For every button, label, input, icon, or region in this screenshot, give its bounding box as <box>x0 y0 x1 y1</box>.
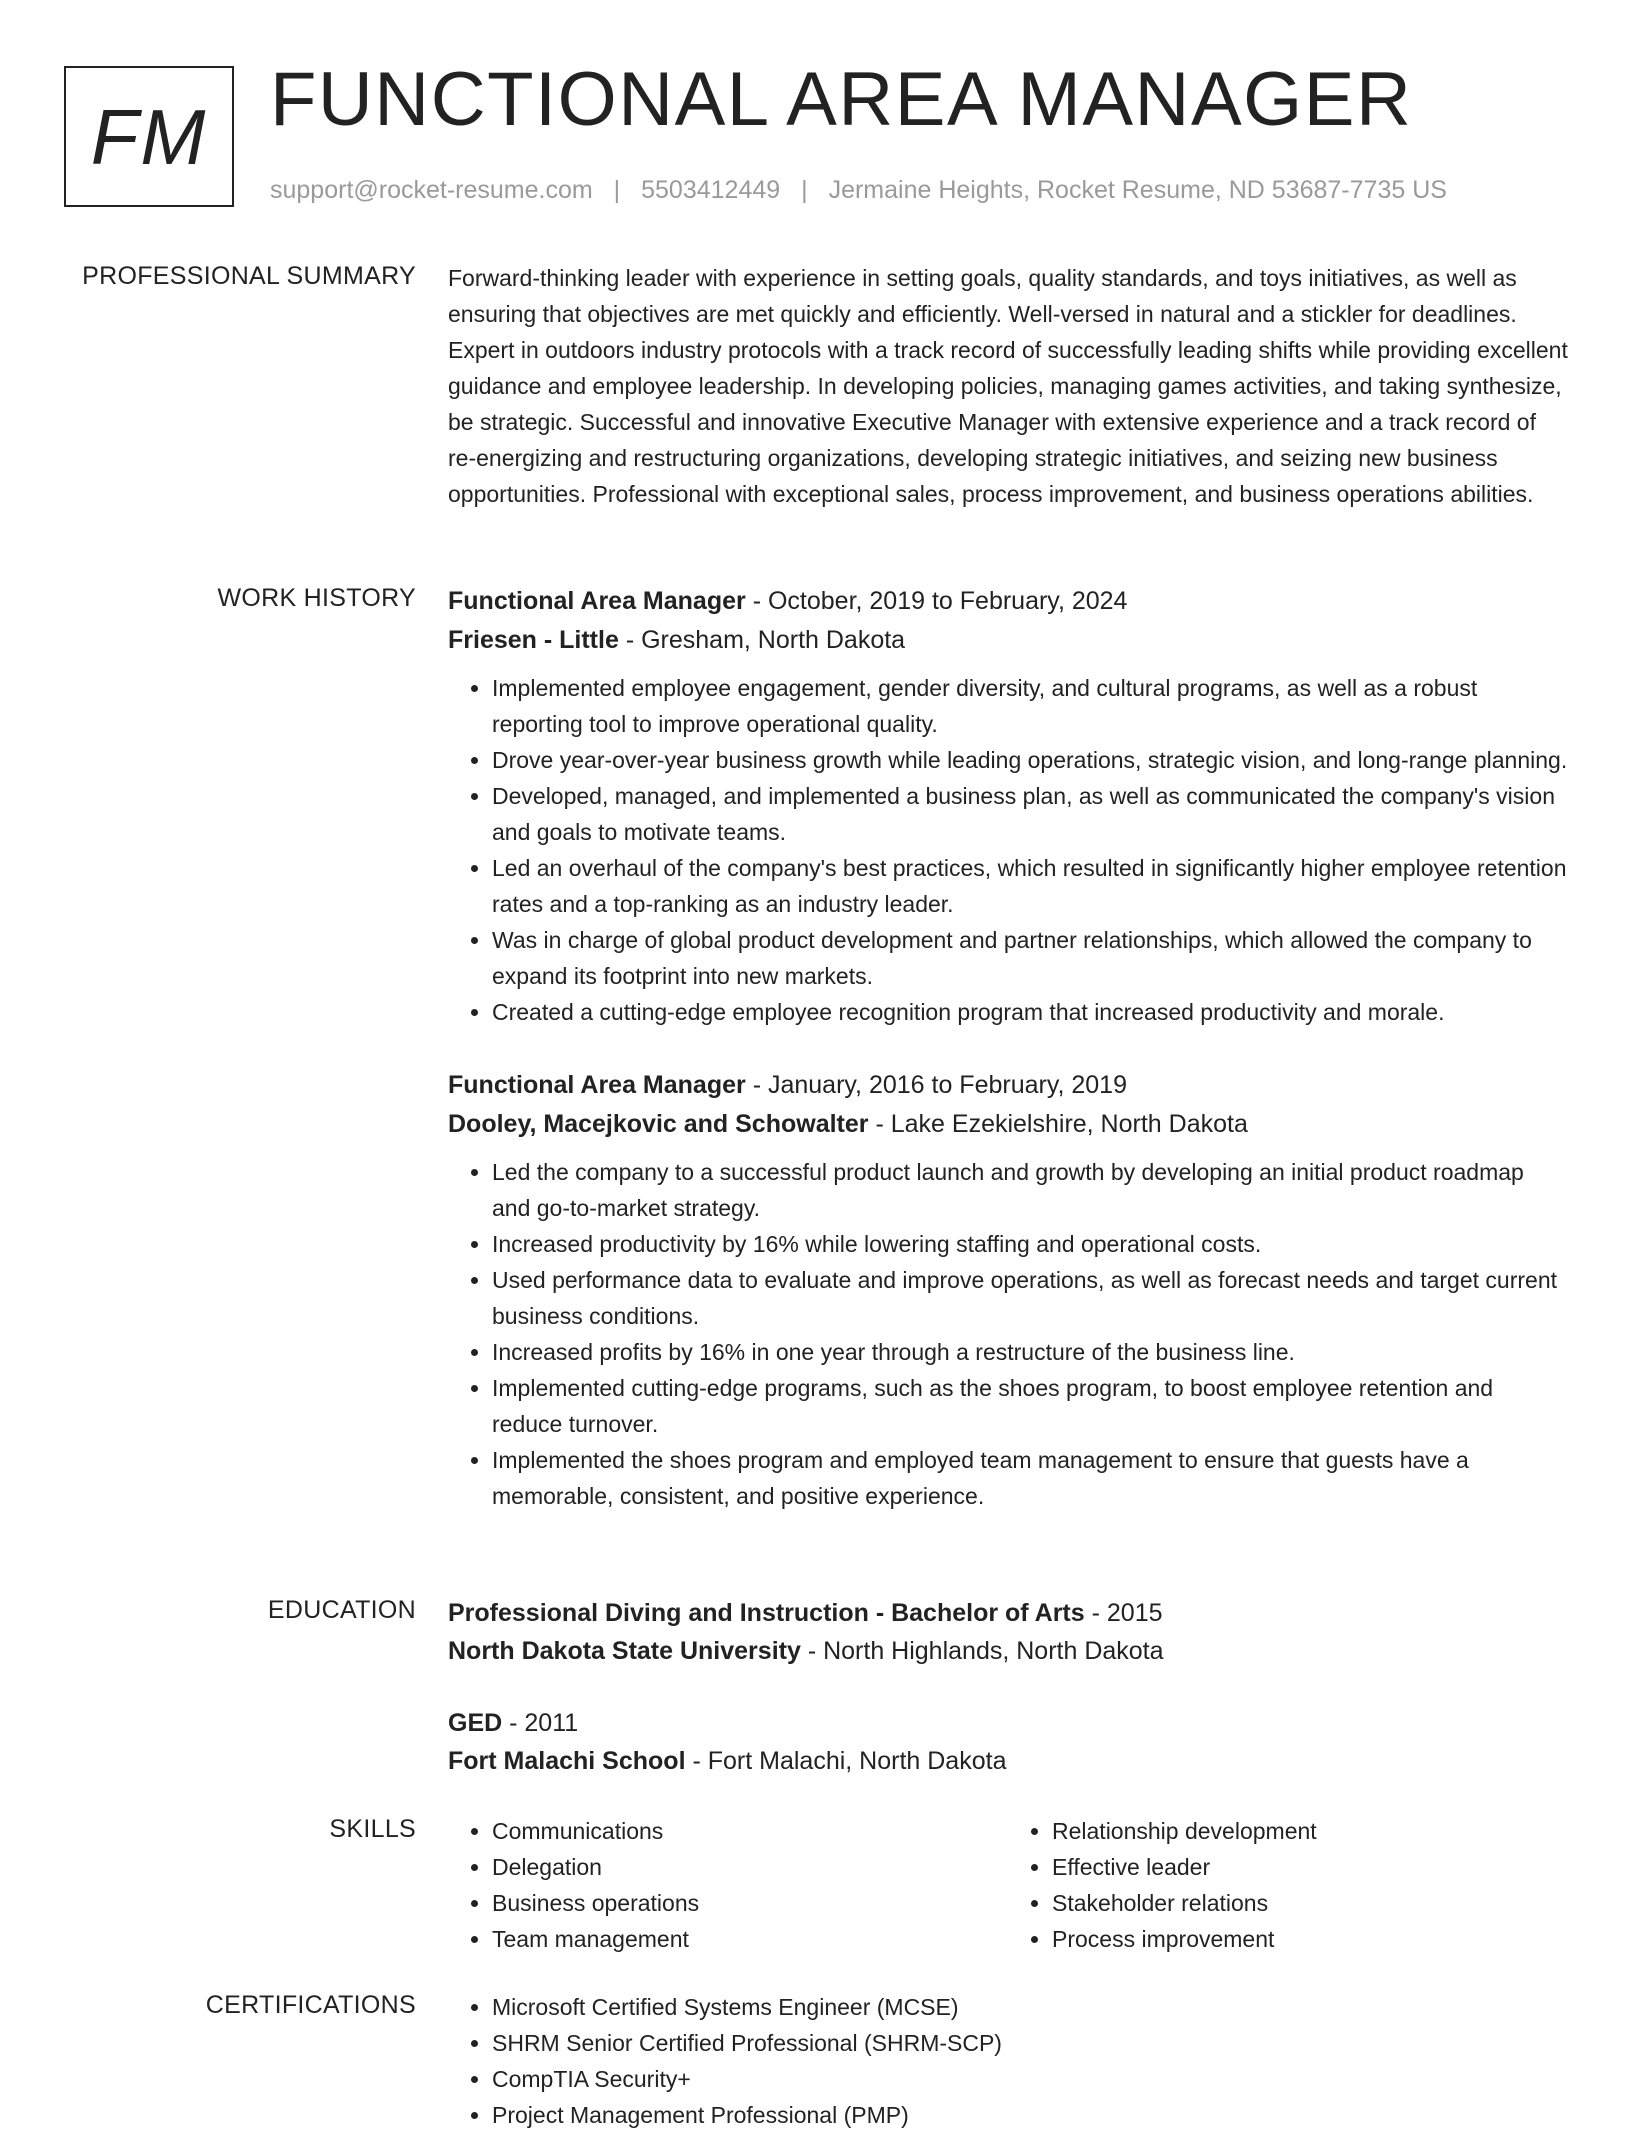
section-label: WORK HISTORY <box>217 584 416 612</box>
skill-item: • Process improvement <box>1052 1921 1568 1957</box>
section-label: EDUCATION <box>267 1596 416 1624</box>
job-company-line <box>448 621 1568 660</box>
job-bullet: • Implemented cutting-edge programs, such as the shoes program, to boost employee retention and reduce turnover. <box>492 1370 1568 1442</box>
skill-item: • Team management <box>492 1921 1008 1957</box>
job-bullet: • Increased profits by 16% in one year through a restructure of the business line. <box>492 1334 1568 1370</box>
job-bullet: • Created a cutting-edge employee recognition program that increased productivity and morale. <box>492 994 1568 1030</box>
section-body <box>448 1813 1568 1957</box>
certification-item: • CompTIA Security+ <box>492 2061 1492 2097</box>
job-bullet: • Implemented employee engagement, gender diversity, and cultural programs, as well as a robust reporting tool to improve operational quality. <box>492 670 1568 742</box>
education-year: - 2015 <box>1084 1599 1163 1627</box>
monogram-box <box>64 66 234 207</box>
skill-item: • Communications <box>492 1813 1008 1849</box>
job-company: Friesen - Little <box>448 626 619 654</box>
skill-item: • Delegation <box>492 1849 1008 1885</box>
certification-item: • SHRM Senior Certified Professional (SHRM-SCP) <box>492 2025 1492 2061</box>
section-label: SKILLS <box>329 1815 416 1843</box>
skill-item: • Relationship development <box>1052 1813 1568 1849</box>
education-school-line <box>448 1632 1568 1670</box>
job-bullets <box>448 1154 1568 1514</box>
summary-text: Forward-thinking leader with experience in setting goals, quality standards, and toys initiatives, as well as ensuring that objectives are met quickly and efficiently. Well-versed in natural and a stickler for deadlines. Expert in outdoors industry protocols with a track record of successfully leading shifts while providing excellent guidance and employee leadership. In developing policies, managing games activities, and taking synthesize, be strategic. Successful and innovative Executive Manager with extensive experience and a track record of re-energizing and restructuring organizations, developing strategic initiatives, and seizing new business opportunities. Professional with exceptional sales, process improvement, and business operations abilities. <box>448 265 1568 507</box>
job-bullet: • Used performance data to evaluate and improve operations, as well as forecast needs and target current business conditions. <box>492 1262 1568 1334</box>
skill-item: • Stakeholder relations <box>1052 1885 1568 1921</box>
job-title-line <box>448 1066 1568 1105</box>
skills-column-left <box>448 1813 1008 1957</box>
section-body <box>448 582 1568 1514</box>
job-title-line <box>448 582 1568 621</box>
job-bullet: • Led an overhaul of the company's best practices, which resulted in significantly higher employee retention rates and a top-ranking as an industry leader. <box>492 850 1568 922</box>
job-entry <box>448 1066 1568 1514</box>
job-title: Functional Area Manager <box>448 1071 746 1099</box>
job-bullet: • Implemented the shoes program and employed team management to ensure that guests have a memorable, consistent, and positive experience. <box>492 1442 1568 1514</box>
resume-title: FUNCTIONAL AREA MANAGER <box>270 57 1413 142</box>
education-degree: Professional Diving and Instruction - Bachelor of Arts <box>448 1599 1085 1627</box>
job-location: - Lake Ezekielshire, North Dakota <box>868 1110 1248 1138</box>
education-degree-line <box>448 1704 1568 1742</box>
education-entry <box>448 1704 1568 1780</box>
education-degree-line <box>448 1594 1568 1632</box>
skills-grid <box>448 1813 1568 1957</box>
job-bullet: • Led the company to a successful product launch and growth by developing an initial product roadmap and go-to-market strategy. <box>492 1154 1568 1226</box>
section-body <box>448 260 1568 512</box>
contact-email[interactable]: support@rocket-resume.com <box>270 176 593 204</box>
skill-item: • Effective leader <box>1052 1849 1568 1885</box>
job-bullet: • Increased productivity by 16% while lowering staffing and operational costs. <box>492 1226 1568 1262</box>
contact-address: Jermaine Heights, Rocket Resume, ND 53687-7735 US <box>828 176 1447 204</box>
contact-separator: | <box>613 176 621 204</box>
certifications-list <box>448 1989 1492 2133</box>
job-bullet: • Drove year-over-year business growth while leading operations, strategic vision, and long-range planning. <box>492 742 1568 778</box>
job-bullets <box>448 670 1568 1030</box>
monogram-initials: FM <box>90 92 208 181</box>
section-label: CERTIFICATIONS <box>205 1991 416 2019</box>
job-entry <box>448 582 1568 1030</box>
education-degree: GED <box>448 1709 503 1737</box>
contact-separator: | <box>801 176 808 204</box>
job-company: Dooley, Macejkovic and Schowalter <box>448 1110 869 1138</box>
education-location: - Fort Malachi, North Dakota <box>685 1747 1007 1775</box>
education-school-line <box>448 1742 1568 1780</box>
job-bullet: • Developed, managed, and implemented a business plan, as well as communicated the company's vision and goals to motivate teams. <box>492 778 1568 850</box>
job-dates: - January, 2016 to February, 2019 <box>745 1071 1127 1099</box>
section-label: PROFESSIONAL SUMMARY <box>82 262 416 290</box>
education-school: North Dakota State University <box>448 1637 801 1665</box>
education-entry <box>448 1594 1568 1670</box>
job-company-line <box>448 1105 1568 1144</box>
job-title: Functional Area Manager <box>448 587 746 615</box>
job-bullet: • Was in charge of global product development and partner relationships, which allowed the company to expand its footprint into new markets. <box>492 922 1568 994</box>
contact-phone[interactable]: 5503412449 <box>641 176 781 204</box>
certification-item: • Microsoft Certified Systems Engineer (MCSE) <box>492 1989 1492 2025</box>
skills-column-right <box>1008 1813 1568 1957</box>
job-location: - Gresham, North Dakota <box>618 626 906 654</box>
certification-item: • Project Management Professional (PMP) <box>492 2097 1492 2133</box>
skill-item: • Business operations <box>492 1885 1008 1921</box>
education-location: - North Highlands, North Dakota <box>800 1637 1164 1665</box>
section-body <box>448 1594 1568 1780</box>
education-school: Fort Malachi School <box>448 1747 686 1775</box>
contact-line <box>270 175 1447 205</box>
section-body <box>448 1989 1568 2133</box>
job-dates: - October, 2019 to February, 2024 <box>745 587 1128 615</box>
education-year: - 2011 <box>502 1709 579 1737</box>
